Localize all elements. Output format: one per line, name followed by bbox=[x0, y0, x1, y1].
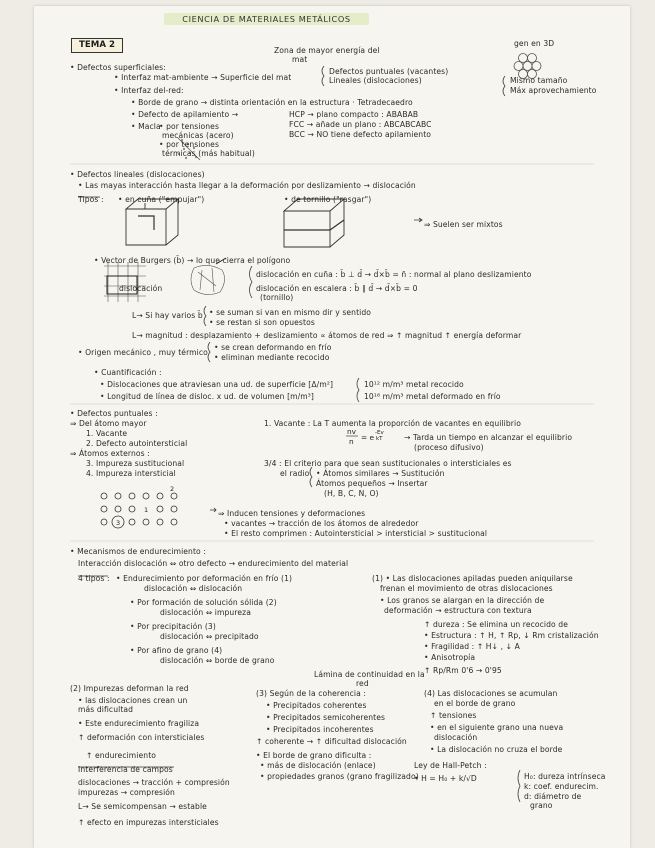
brace-icon bbox=[208, 342, 210, 362]
note-line: • de tornillo ("rasgar") bbox=[284, 195, 372, 204]
note-line: dislocación ⇔ borde de grano bbox=[160, 656, 275, 665]
note-line: 4. Impureza intersticial bbox=[86, 469, 176, 478]
note-line: Tipos : bbox=[78, 195, 104, 204]
svg-text:n: n bbox=[349, 437, 354, 446]
svg-text:3: 3 bbox=[116, 519, 121, 527]
screw-dislocation-sketch bbox=[284, 199, 344, 247]
note-line: • Interfaz del-red: bbox=[114, 86, 184, 95]
edge-dislocation-sketch bbox=[126, 199, 178, 245]
note-line: • Precipitados semicoherentes bbox=[266, 713, 386, 722]
note-line: dislocación ⇔ precipitado bbox=[160, 632, 259, 641]
note-line: ↑ coherente → ↑ dificultad dislocación bbox=[256, 737, 407, 746]
note-line: red bbox=[356, 679, 369, 688]
note-line: • Por precipitación (3) bbox=[130, 622, 216, 631]
note-line: • H = H₀ + k/√D bbox=[414, 774, 477, 783]
note-line: • eliminan mediante recocido bbox=[214, 353, 330, 362]
note-line: Ley de Hall-Petch : bbox=[414, 761, 487, 770]
page-title: CIENCIA DE MATERIALES METÁLICOS bbox=[164, 13, 369, 25]
brace-icon bbox=[310, 467, 312, 487]
note-line: grano bbox=[530, 801, 553, 810]
note-line: gen en 3D bbox=[514, 39, 555, 48]
note-line: L→ magnitud : desplazamiento + deslizamiento ∝ átomos de red ⇒ ↑ magnitud ↑ energía deformar bbox=[132, 331, 522, 340]
note-line: ↑ Rp/Rm 0'6 → 0'95 bbox=[424, 666, 502, 675]
note-line: • Interfaz mat-ambiente → Superficie del mat bbox=[114, 73, 292, 82]
note-line: Mismo tamaño bbox=[510, 76, 568, 85]
note-line: deformación → estructura con textura bbox=[384, 606, 532, 615]
note-line: • vacantes → tracción de los átomos de alrededor bbox=[224, 519, 419, 528]
note-line: el radio bbox=[280, 469, 310, 478]
brace-icon bbox=[250, 266, 253, 298]
note-line: dislocación en cuña : b̄ ⊥ d̄ → d̄×b̄ = n̄ : normal al plano deslizamiento bbox=[256, 270, 532, 279]
note-line: 2. Defecto autointersticial bbox=[86, 439, 188, 448]
note-line: • Borde de grano → distinta orientación en la estructura · Tetradecaedro bbox=[131, 98, 413, 107]
point-defect-lattice-sketch bbox=[101, 493, 177, 528]
note-line: • El borde de grano dificulta : bbox=[256, 751, 372, 760]
note-line: • Por afino de grano (4) bbox=[130, 646, 223, 655]
note-line: 10¹² m/m³ metal recocido bbox=[364, 380, 464, 389]
svg-text:-Ev: -Ev bbox=[375, 430, 384, 436]
note-line: 3. Impureza sustitucional bbox=[86, 459, 185, 468]
note-line: 4 tipos : bbox=[78, 574, 110, 583]
note-line: 1. Vacante bbox=[86, 429, 128, 438]
note-line: dislocación ⇔ dislocación bbox=[144, 584, 243, 593]
note-line: en el borde de grano bbox=[434, 699, 516, 708]
note-line: (4) Las dislocaciones se acumulan bbox=[424, 689, 558, 698]
note-line: Defectos puntuales (vacantes) bbox=[329, 67, 449, 76]
note-line: térmicas (más habitual) bbox=[162, 149, 255, 158]
note-line: • propiedades granos (grano fragilizado) bbox=[260, 772, 419, 781]
note-line: (1) • Las dislocaciones apiladas pueden aniquilarse bbox=[372, 574, 573, 583]
note-line: • Átomos similares → Sustitución bbox=[316, 469, 445, 478]
note-line: ↑ endurecimiento bbox=[86, 751, 157, 760]
note-line: L→ Si hay varios b̄ bbox=[132, 311, 203, 320]
note-line: → Tarda un tiempo en alcanzar el equilibrio bbox=[404, 433, 573, 442]
note-line: • La dislocación no cruza el borde bbox=[430, 745, 563, 754]
note-line: • Origen mecánico , muy térmico bbox=[78, 348, 208, 357]
note-line: ⇒ Inducen tensiones y deformaciones bbox=[218, 509, 366, 518]
note-line: Lineales (dislocaciones) bbox=[329, 76, 422, 85]
note-line: • Mecanismos de endurecimiento : bbox=[70, 547, 206, 556]
note-line: ↑ tensiones bbox=[430, 711, 477, 720]
note-line: • en cuña ("empujar") bbox=[118, 195, 205, 204]
note-line: dislocación bbox=[119, 284, 163, 293]
brace-icon bbox=[357, 378, 359, 402]
svg-text:= e: = e bbox=[361, 433, 375, 442]
note-line: impurezas → compresión bbox=[78, 788, 175, 797]
note-line: Máx aprovechamiento bbox=[510, 86, 597, 95]
note-line: ↑ deformación con intersticiales bbox=[78, 733, 205, 742]
note-line: L→ Se semicompensan → estable bbox=[78, 802, 207, 811]
note-line: • Los granos se alargan en la dirección de bbox=[380, 596, 545, 605]
svg-text:kT: kT bbox=[376, 436, 383, 442]
note-line: • Defectos superficiales: bbox=[70, 63, 166, 72]
note-line: (2) Impurezas deforman la red bbox=[70, 684, 189, 693]
note-line: (3) Según de la coherencia : bbox=[256, 689, 367, 698]
note-line: Interferencia de campos bbox=[78, 765, 173, 774]
note-line: • se crean deformando en frío bbox=[214, 343, 332, 352]
note-line: • Las mayas interacción hasta llegar a la deformación por deslizamiento → dislocación bbox=[78, 181, 416, 190]
note-line: • Cuantificación : bbox=[94, 368, 162, 377]
brace-icon bbox=[518, 770, 520, 802]
note-line: • Vector de Burgers (b̄) → lo que cierra el polígono bbox=[94, 256, 291, 265]
note-line: Lámina de continuidad en la bbox=[314, 670, 425, 679]
note-line: • por tensiones bbox=[159, 140, 220, 149]
note-line: d: diámetro de bbox=[524, 792, 582, 801]
burgers-grid-sketch bbox=[104, 262, 146, 302]
note-line: • Dislocaciones que atraviesan una ud. de superficie [Δ/m²] bbox=[100, 380, 334, 389]
note-line: ↑ dureza : Se elimina un recocido de bbox=[424, 620, 568, 629]
note-line: mecánicas (acero) bbox=[162, 131, 234, 140]
note-line: • Defecto de apilamiento → bbox=[131, 110, 239, 119]
note-line: HCP → plano compacto : ABABAB bbox=[289, 110, 419, 119]
note-line: 10¹⁶ m/m³ metal deformado en frío bbox=[364, 392, 501, 401]
note-line: Interacción dislocación ⇔ otro defecto → endurecimiento del material bbox=[78, 559, 349, 568]
note-line: (tornillo) bbox=[260, 293, 294, 302]
note-line: dislocación ⇔ impureza bbox=[160, 608, 252, 617]
notebook-sheet bbox=[34, 6, 630, 848]
brace-icon bbox=[322, 66, 324, 86]
note-line: • Endurecimiento por deformación en frío (1) bbox=[116, 574, 293, 583]
note-line: • Estructura : ↑ H, ↑ Rp, ↓ Rm cristalización bbox=[424, 631, 599, 640]
point-defect-labels bbox=[116, 485, 174, 527]
note-line: • Macla bbox=[131, 122, 161, 131]
note-line: ⇒ Del átomo mayor bbox=[70, 419, 147, 428]
note-line: • se suman si van en mismo dir y sentido bbox=[209, 308, 372, 317]
note-line: • Fragilidad : ↑ H↓ , ↓ A bbox=[424, 642, 520, 651]
note-line: 1. Vacante : La T aumenta la proporción de vacantes en equilibrio bbox=[264, 419, 521, 428]
note-line: • Anisotropía bbox=[424, 653, 476, 662]
brace-icon bbox=[204, 306, 206, 326]
note-line: • por tensiones bbox=[159, 122, 220, 131]
note-line: ⇒ Átomos externos : bbox=[70, 449, 150, 458]
note-line: Átomos pequeños → Insertar bbox=[316, 479, 428, 488]
note-line: • Precipitados incoherentes bbox=[266, 725, 374, 734]
note-line: (H, B, C, N, O) bbox=[324, 489, 379, 498]
note-line: k: coef. endurecim. bbox=[524, 782, 599, 791]
section-tag: TEMA 2 bbox=[71, 38, 123, 53]
hexagon-cluster-icon bbox=[514, 54, 541, 79]
note-line: • más de dislocación (enlace) bbox=[260, 761, 376, 770]
note-line: 3/4 : El criterio para que sean sustitucionales o intersticiales es bbox=[264, 459, 512, 468]
note-line: dislocación bbox=[434, 733, 478, 742]
note-line: ↑ efecto en impurezas intersticiales bbox=[78, 818, 219, 827]
note-line: • Por formación de solución sólida (2) bbox=[130, 598, 277, 607]
note-line: dislocaciones → tracción + compresión bbox=[78, 778, 230, 787]
vacancy-formula bbox=[346, 427, 384, 446]
note-line: H₀: dureza intrínseca bbox=[524, 772, 606, 781]
note-line: • Defectos lineales (dislocaciones) bbox=[70, 170, 205, 179]
note-line: dislocación en escalera : b̄ ∥ d̄ → d̄×b̄ = 0 bbox=[256, 284, 418, 293]
note-line: • en el siguiente grano una nueva bbox=[430, 723, 564, 732]
note-line: ⇒ Suelen ser mixtos bbox=[424, 220, 503, 229]
note-line: Zona de mayor energía del bbox=[274, 46, 380, 55]
note-line: (proceso difusivo) bbox=[414, 443, 484, 452]
note-line: frenan el movimiento de otras dislocaciones bbox=[380, 584, 553, 593]
note-line: • Defectos puntuales : bbox=[70, 409, 158, 418]
note-line: • Este endurecimiento fragiliza bbox=[78, 719, 200, 728]
note-line: más dificultad bbox=[78, 705, 134, 714]
note-line: • se restan si son opuestos bbox=[209, 318, 315, 327]
svg-text:1: 1 bbox=[144, 506, 149, 514]
note-line: FCC → añade un plano : ABCABCABC bbox=[289, 120, 432, 129]
note-line: • Precipitados coherentes bbox=[266, 701, 367, 710]
note-line: • Longitud de línea de disloc. x ud. de volumen [m/m³] bbox=[100, 392, 314, 401]
note-line: BCC → NO tiene defecto apilamiento bbox=[289, 130, 432, 139]
svg-text:2: 2 bbox=[170, 485, 175, 493]
svg-text:nv: nv bbox=[347, 427, 357, 436]
brace-icon bbox=[503, 76, 505, 96]
note-line: • las dislocaciones crean un bbox=[78, 696, 188, 705]
note-line: mat bbox=[292, 55, 308, 64]
note-line: • El resto comprimen : Autointersticial > intersticial > sustitucional bbox=[224, 529, 488, 538]
